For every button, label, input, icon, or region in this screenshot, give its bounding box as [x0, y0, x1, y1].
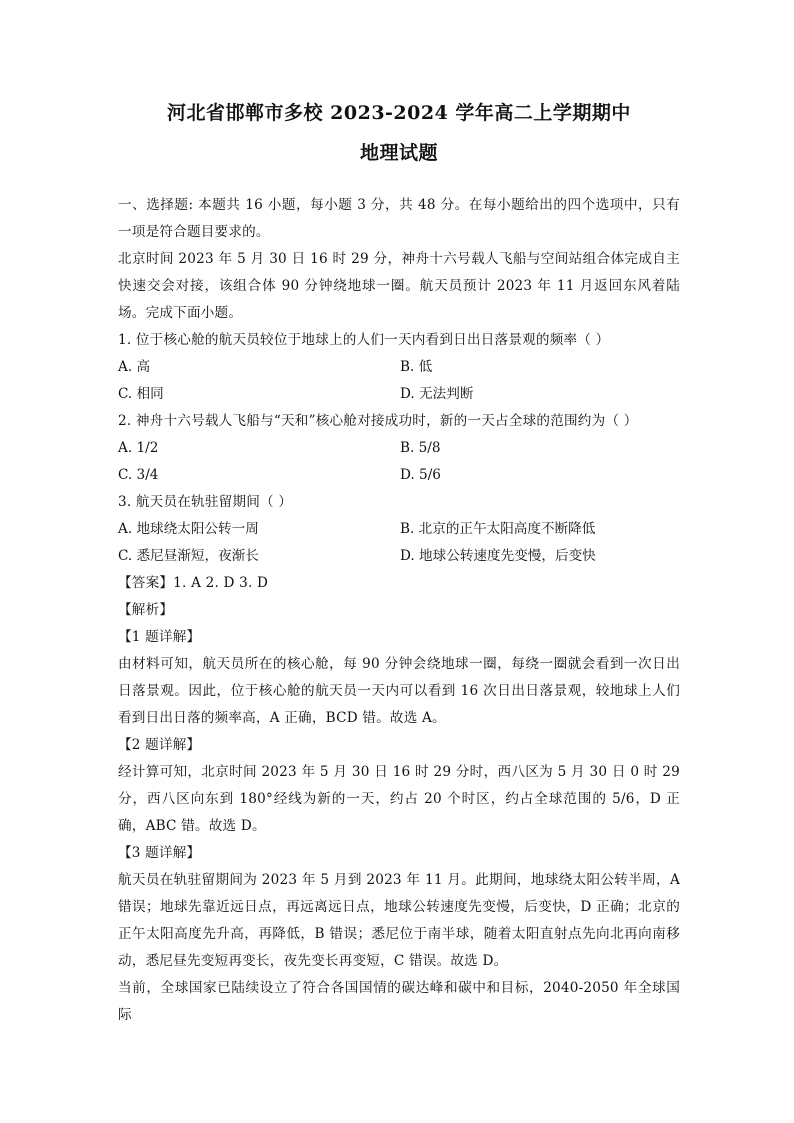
detail-2-text: 经计算可知，北京时间 2023 年 5 月 30 日 16 时 29 分时，西八区为 5 月 30 日 0 时 29 分，西八区向东到 180°经线为新的一天，约占 20 个时区，约占全球范围的 5/6，D 正确，ABC 错。故选 D。 — [118, 764, 680, 834]
question-3-option-d: D. 地球公转速度先变慢，后变快 — [400, 548, 596, 564]
material-paragraph-2: 当前，全球国家已陆续设立了符合各国国情的碳达峰和碳中和目标，2040-2050 年全球国际 — [118, 980, 680, 1023]
question-2-option-b: B. 5/8 — [400, 440, 441, 456]
question-2-options-row-1 — [118, 435, 680, 462]
section-instructions: 一、选择题: 本题共 16 小题，每小题 3 分，共 48 分。在每小题给出的四个选项中，只有一项是符合题目要求的。 — [118, 197, 680, 240]
question-3-option-c: C. 悉尼昼渐短，夜渐长 — [118, 548, 259, 564]
question-2-option-c: C. 3/4 — [118, 467, 159, 483]
question-1-stem: 1. 位于核心舱的航天员较位于地球上的人们一天内看到日出日落景观的频率（ ） — [118, 332, 610, 348]
document-title: 河北省邯郸市多校 2023-2024 学年高二上学期期中 — [167, 102, 631, 124]
question-1-options-row-1 — [118, 354, 680, 381]
question-2-option-d: D. 5/6 — [400, 467, 441, 483]
document-subtitle: 地理试题 — [359, 142, 438, 164]
question-3-options-row-1 — [118, 516, 680, 543]
question-1-options-row-2 — [118, 381, 680, 408]
detail-2-heading: 【2 题详解】 — [118, 737, 201, 753]
question-2-option-a: A. 1/2 — [118, 440, 159, 456]
analysis-label: 【解析】 — [118, 602, 174, 618]
question-1-option-b: B. 低 — [400, 359, 433, 375]
question-3-options-row-2 — [118, 543, 680, 570]
question-1-option-c: C. 相同 — [118, 386, 164, 402]
detail-1-heading: 【1 题详解】 — [118, 629, 201, 645]
question-3-option-a: A. 地球绕太阳公转一周 — [118, 521, 259, 537]
material-paragraph: 北京时间 2023 年 5 月 30 日 16 时 29 分，神舟十六号载人飞船与空间站组合体完成自主快速交会对接，该组合体 90 分钟绕地球一圈。航天员预计 2023 年 11 月返回东风着陆场。完成下面小题。 — [118, 251, 680, 321]
question-3-stem: 3. 航天员在轨驻留期间（ ） — [118, 494, 293, 510]
question-1-option-a: A. 高 — [118, 359, 151, 375]
question-3-option-b: B. 北京的正午太阳高度不断降低 — [400, 521, 596, 537]
answer-line: 【答案】1. A 2. D 3. D — [118, 575, 269, 591]
detail-3-text: 航天员在轨驻留期间为 2023 年 5 月到 2023 年 11 月。此期间，地球绕太阳公转半周，A 错误；地球先靠近远日点，再远离远日点，地球公转速度先变慢，后变快，D 正确；北京的正午太阳高度先升高，再降低，B 错误；悉尼位于南半球，随着太阳直射点先向北再向南移动，悉尼昼先变短再变长，夜先变长再变短，C 错误。故选 D。 — [118, 872, 680, 969]
detail-1-text: 由材料可知，航天员所在的核心舱，每 90 分钟会绕地球一圈，每绕一圈就会看到一次日出日落景观。因此，位于核心舱的航天员一天内可以看到 16 次日出日落景观，较地球上人们看到日出日落的频率高，A 正确，BCD 错。故选 A。 — [118, 656, 680, 726]
question-1-option-d: D. 无法判断 — [400, 386, 474, 402]
question-2-options-row-2 — [118, 462, 680, 489]
question-2-stem: 2. 神舟十六号载人飞船与“天和”核心舱对接成功时，新的一天占全球的范围约为（ ） — [118, 413, 638, 429]
detail-3-heading: 【3 题详解】 — [118, 845, 201, 861]
